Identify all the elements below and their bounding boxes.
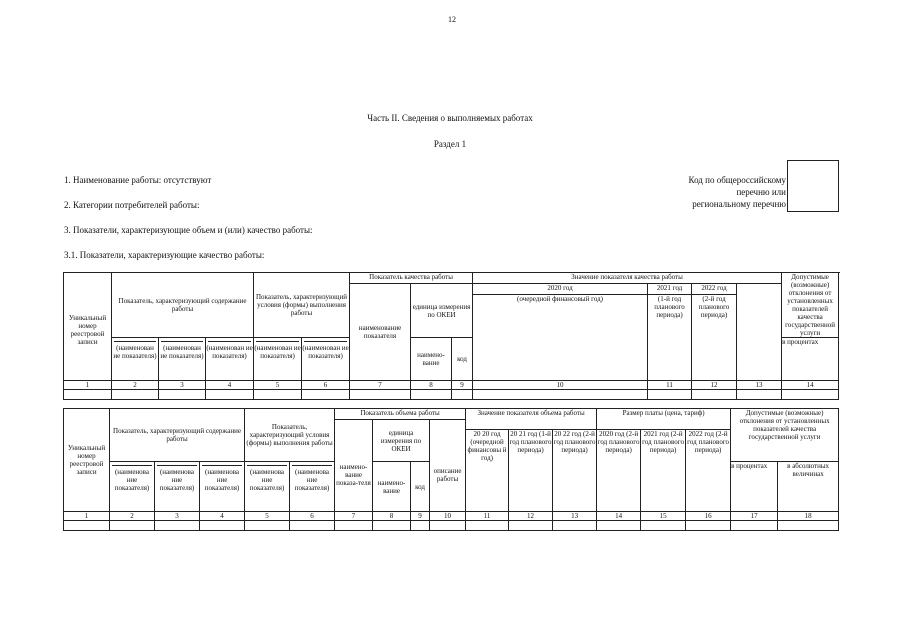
volume-value-header: Значение показателя объема работы: [466, 409, 597, 430]
content-indicator-3: (наименова ние показателя): [200, 462, 245, 512]
okei-unit-header: единица измерения по ОКЕИ: [373, 420, 430, 462]
column-number: 6: [290, 512, 335, 521]
year-2020-header: 2020 год: [473, 284, 648, 295]
column-number: 4: [206, 381, 254, 390]
content-indicator-header: Показатель, характеризующий содержание работы: [110, 409, 245, 462]
conditions-indicator-2: (наименован ие показателя): [302, 338, 350, 381]
unit-name-header: наимено-вание: [373, 462, 411, 512]
year-2022-header: 2022 год: [692, 284, 737, 295]
column-number: 10: [430, 512, 466, 521]
column-number: 17: [731, 512, 778, 521]
table-row: [64, 390, 839, 400]
column-number: 10: [473, 381, 648, 390]
code-label: [640, 175, 786, 209]
quality-indicator-header: Показатель качества работы: [350, 273, 473, 284]
column-number: 7: [335, 512, 373, 521]
fee-year-3: 2022 год (2-й год планового периода): [686, 430, 731, 512]
section-title: Раздел 1: [433, 139, 467, 149]
unique-number-header: Уникальный номер реестровой записи: [64, 273, 112, 381]
fee-year-2: 2021 год (2-й год планового периода): [641, 430, 686, 512]
column-number: 11: [648, 381, 692, 390]
column-number: 5: [245, 512, 290, 521]
column-number: 15: [641, 512, 686, 521]
column-number: 11: [466, 512, 509, 521]
code-label-line2: перечню или: [736, 187, 786, 197]
column-number: 2: [112, 381, 159, 390]
unit-name-header: наимено-вание: [411, 338, 452, 381]
content-indicator-2: (наименова ние показателя): [155, 462, 200, 512]
unique-number-header: Уникальный номер реестровой записи: [64, 409, 110, 512]
part-title: Часть II. Сведения о выполняемых работах: [367, 113, 533, 123]
code-label-line1: Код по общероссийскому: [688, 175, 786, 185]
okei-unit-header: единица измерения по ОКЕИ: [411, 284, 473, 338]
indicator-name-header: наименование показателя: [350, 284, 411, 381]
conditions-indicator-header: Показатель, характеризующий условия (формы) выполнения работы: [245, 409, 335, 462]
column-number: 5: [254, 381, 302, 390]
volume-name-header: наимено-вание показа-теля: [335, 420, 373, 512]
year-2021-note: (1-й год планового периода): [648, 294, 692, 381]
column-number: 2: [110, 512, 155, 521]
column-number: 3: [159, 381, 206, 390]
column-number: 3: [155, 512, 200, 521]
volume-year-2: 20 21 год (1-й год планового периода): [509, 430, 553, 512]
code-label-line3: региональному перечню: [692, 199, 786, 209]
column-number: 13: [737, 381, 782, 390]
quality-value-header: Значение показателя качества работы: [473, 273, 782, 284]
percent-header: в процентах: [782, 338, 839, 381]
volume-year-1: 20 20 год (очередной финансовы й год): [466, 430, 509, 512]
page-number: 12: [448, 15, 456, 24]
year-2021-header: 2021 год: [648, 284, 692, 295]
column-number: 7: [350, 381, 411, 390]
column-number: 14: [782, 381, 839, 390]
registry-code-box[interactable]: [787, 160, 839, 212]
conditions-indicator-header: Показатель, характеризующий условия (формы) выполнения работы: [254, 273, 350, 338]
fee-header: Размер платы (цена, тариф): [597, 409, 731, 430]
column-number: 9: [452, 381, 473, 390]
unit-code-header: код: [411, 462, 430, 512]
column-number: 8: [411, 381, 452, 390]
column-number: 18: [778, 512, 839, 521]
absolute-header: в абсолютных величинах: [778, 462, 839, 512]
percent-header: в процентах: [731, 462, 778, 512]
content-indicator-1: (наименован ие показателя): [112, 338, 159, 381]
unit-code-header: код: [452, 338, 473, 381]
content-indicator-1: (наименова ние показателя): [110, 462, 155, 512]
table-row: [64, 521, 839, 531]
deviation-header: Допустимые (возможные) отклонения от установленных показателей качества государственной услуги: [782, 273, 839, 338]
work-description-header: описание работы: [430, 420, 466, 512]
column-number: 4: [200, 512, 245, 521]
column-number: 1: [64, 512, 110, 521]
content-indicator-header: Показатель, характеризующий содержание работы: [112, 273, 254, 338]
quality-indicators-table: [63, 272, 839, 400]
conditions-indicator-2: (наименова ние показателя): [290, 462, 335, 512]
year-2022-note: (2-й год планового периода): [692, 294, 737, 381]
fee-year-1: 2020 год (2-й год планового периода): [597, 430, 641, 512]
volume-indicators-table: [63, 408, 839, 531]
column-number: 6: [302, 381, 350, 390]
content-indicator-2: (наименован ие показателя): [159, 338, 206, 381]
item-consumer-categories: 2. Категории потребителей работы:: [64, 200, 200, 210]
column-number: 16: [686, 512, 731, 521]
column-number: 12: [509, 512, 553, 521]
column-number: 1: [64, 381, 112, 390]
conditions-indicator-1: (наименован ие показателя): [254, 338, 302, 381]
content-indicator-3: (наименован ие показателя): [206, 338, 254, 381]
item-quality-indicators: 3.1. Показатели, характеризующие качество работы:: [64, 250, 265, 260]
conditions-indicator-1: (наименова ние показателя): [245, 462, 290, 512]
year-2020-note: (очередной финансовый год): [473, 294, 648, 381]
volume-year-3: 20 22 год (2-й год планового периода): [553, 430, 597, 512]
column-number: 13: [553, 512, 597, 521]
column-number: 12: [692, 381, 737, 390]
volume-indicator-header: Показатель объема работы: [335, 409, 466, 420]
column-number: 8: [373, 512, 411, 521]
column-number: 14: [597, 512, 641, 521]
column-number: 9: [411, 512, 430, 521]
item-volume-quality: 3. Показатели, характеризующие объем и (или) качество работы:: [64, 225, 313, 235]
item-work-name: 1. Наименование работы: отсутствуют: [64, 175, 212, 185]
deviation-header: Допустимые (возможные) отклонения от установленных показателей качества государственной услуги: [731, 409, 839, 462]
